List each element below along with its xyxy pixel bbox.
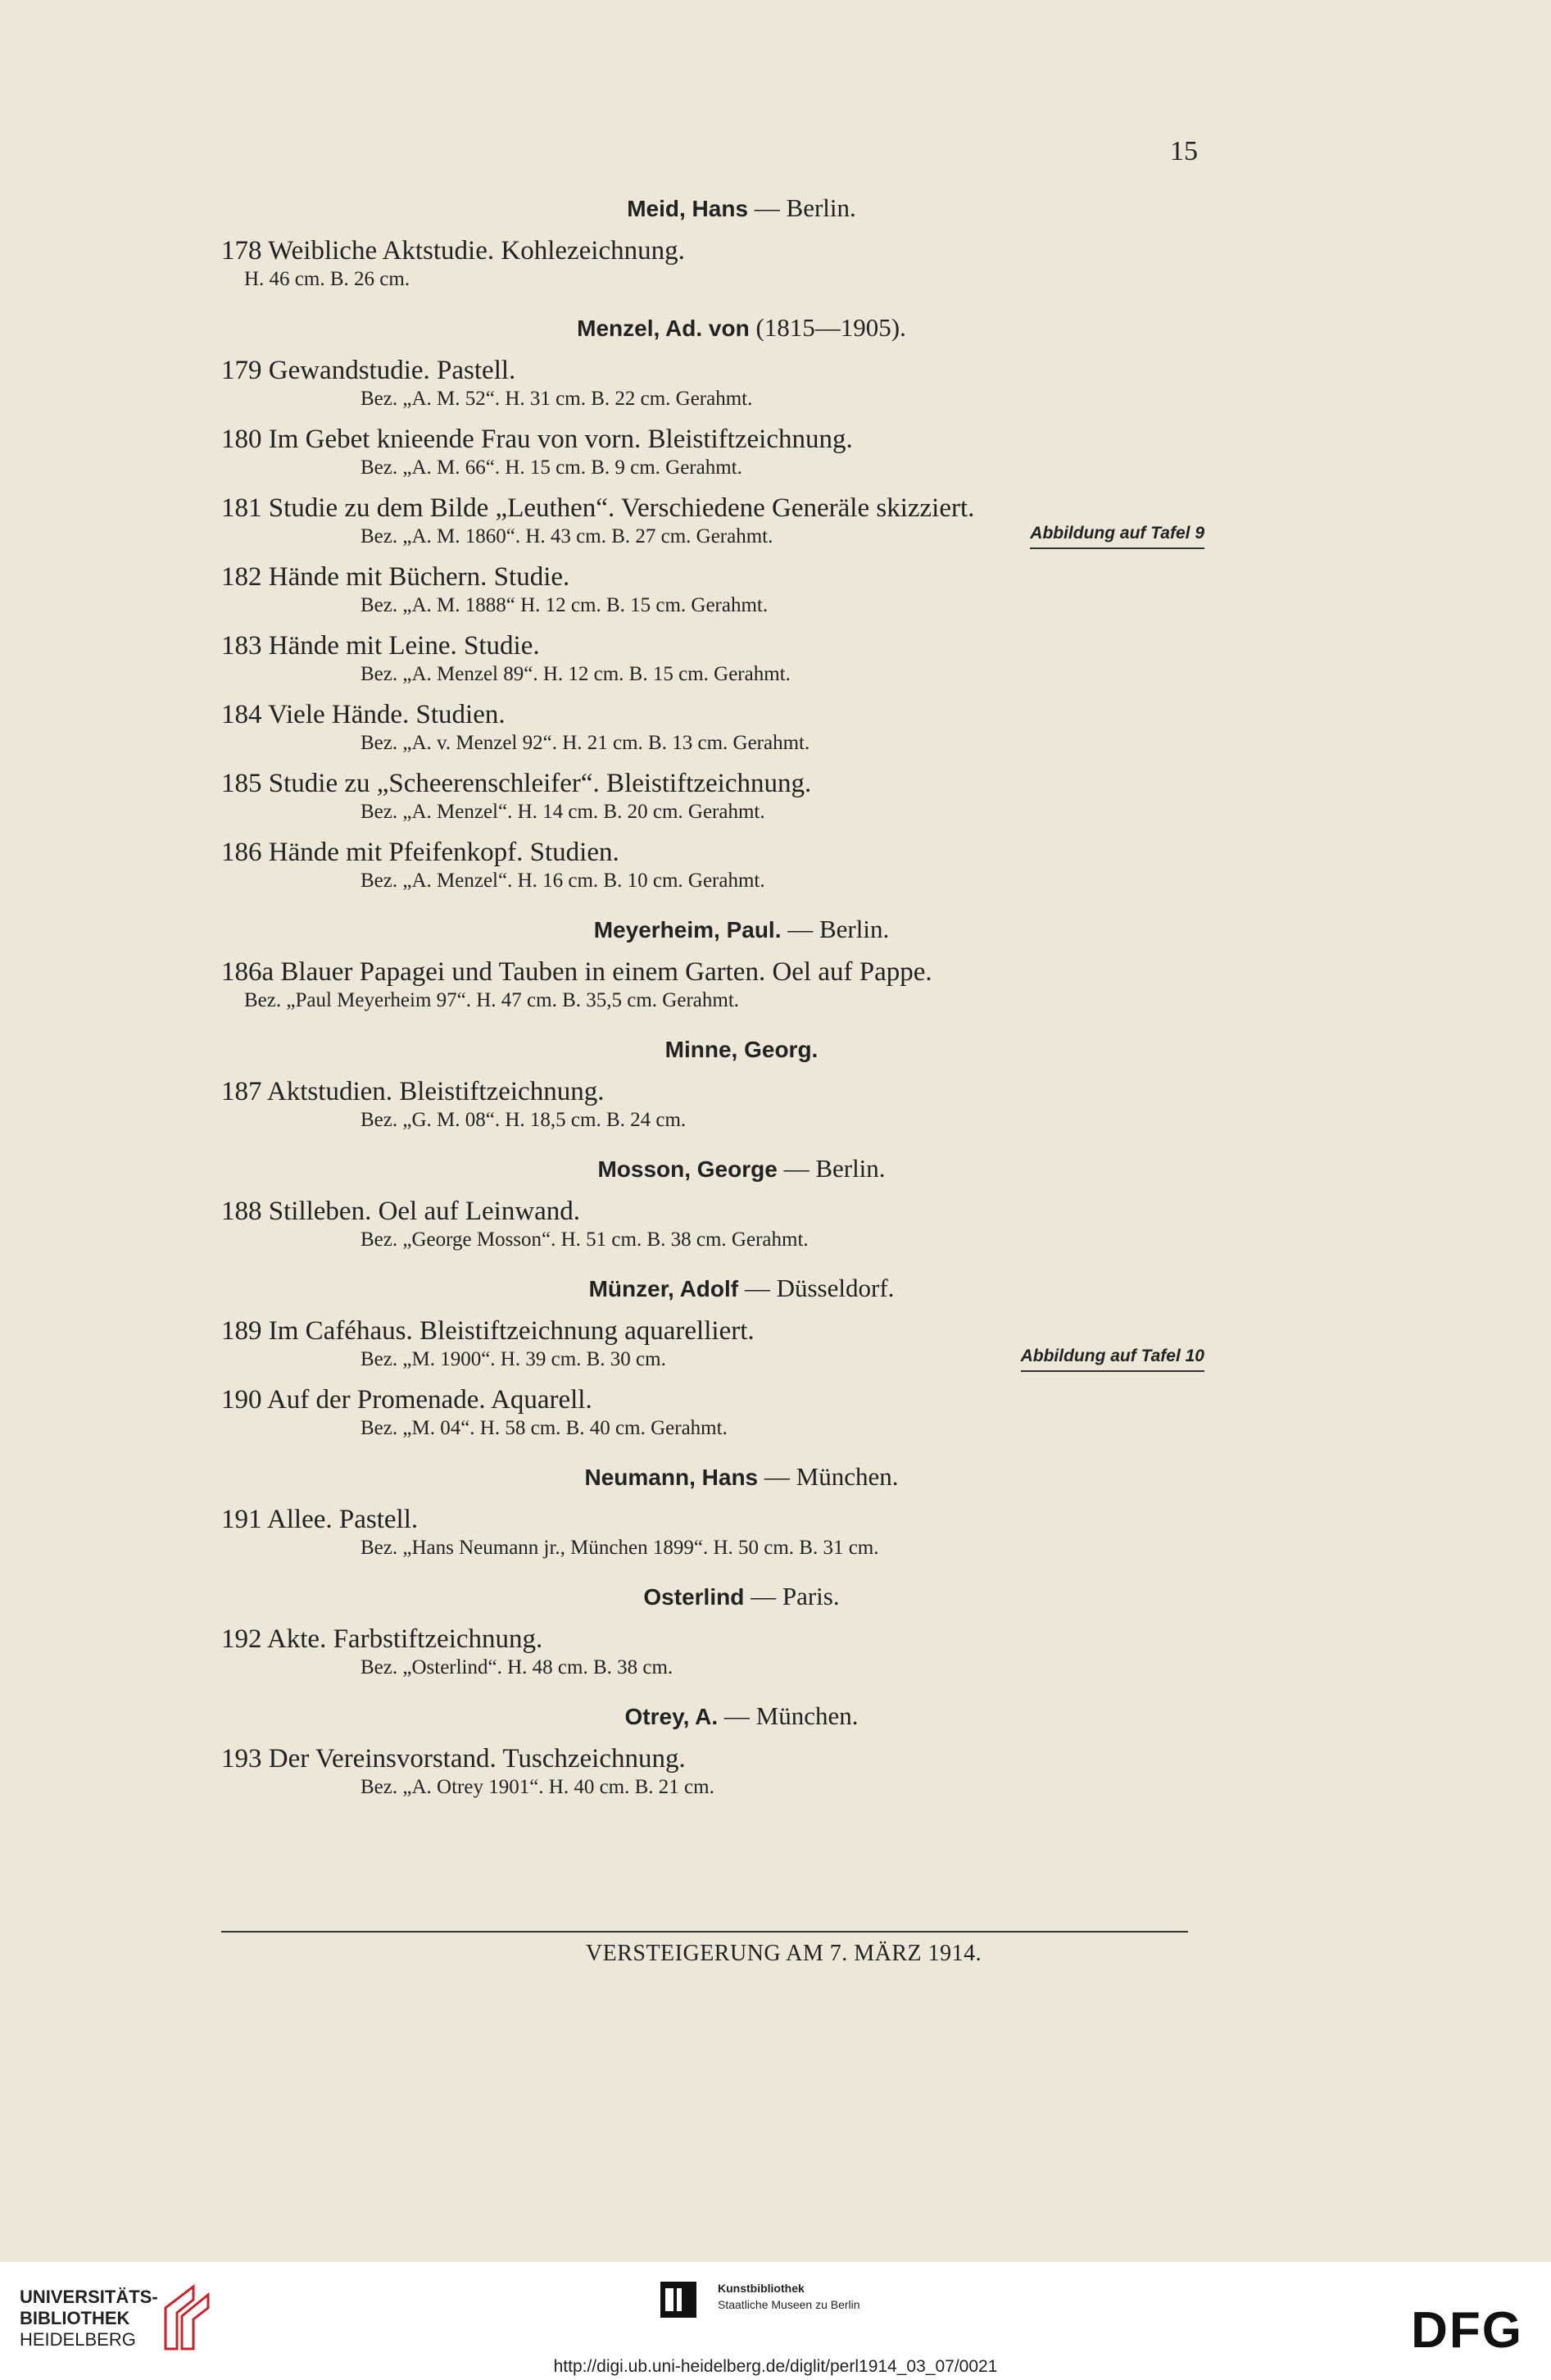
entry-details	[221, 869, 1204, 893]
entry-title: 182 Hände mit Büchern. Studie.	[221, 562, 570, 592]
entry-details-text: Bez. „George Mosson“. H. 51 cm. B. 38 cm. Gerahmt.	[361, 1229, 809, 1251]
ub-heidelberg-logo[interactable]	[20, 2287, 158, 2350]
catalog-entry	[221, 767, 1204, 824]
entry-details-text: Bez. „A. Menzel 89“. H. 12 cm. B. 15 cm. Gerahmt.	[361, 663, 791, 685]
artist-name: Menzel, Ad. von	[577, 316, 750, 341]
artist-place: (1815—1905).	[749, 313, 906, 342]
catalog-entry	[221, 561, 1204, 618]
artist-heading	[279, 915, 1204, 944]
catalog-entry	[221, 956, 1204, 1013]
catalog-entry	[221, 1195, 1204, 1252]
dfg-logo[interactable]: DFG	[1411, 2302, 1523, 2359]
entry-title: 183 Hände mit Leine. Studie.	[221, 631, 540, 661]
entry-details	[221, 387, 1204, 411]
artist-heading	[279, 1274, 1204, 1303]
entry-title: 186 Hände mit Pfeifenkopf. Studien.	[221, 838, 619, 867]
catalog-entry	[221, 354, 1204, 411]
entry-title: 190 Auf der Promenade. Aquarell.	[221, 1385, 592, 1415]
entry-details	[221, 1536, 1204, 1560]
artist-name: Osterlind	[643, 1584, 745, 1610]
artist-place: — Paris.	[744, 1582, 840, 1610]
catalog-entries	[221, 188, 1204, 1800]
entry-details-text: Bez. „Paul Meyerheim 97“. H. 47 cm. B. 35,5 cm. Gerahmt.	[244, 989, 740, 1011]
artist-heading	[279, 193, 1204, 223]
entry-details	[221, 1228, 1204, 1252]
catalog-entry	[221, 423, 1204, 480]
entry-details-text: Bez. „A. Menzel“. H. 16 cm. B. 10 cm. Gerahmt.	[361, 870, 765, 892]
ub-logo-line1: UNIVERSITÄTS-	[20, 2287, 158, 2307]
artist-place: — München.	[718, 1701, 859, 1730]
entry-details	[221, 662, 1204, 687]
entry-details	[221, 1108, 1204, 1133]
plate-reference: Abbildung auf Tafel 10	[1021, 1344, 1204, 1372]
artist-name: Meid, Hans	[627, 196, 749, 221]
entry-title: 178 Weibliche Aktstudie. Kohlezeichnung.	[221, 236, 685, 266]
ub-emblem-icon	[161, 2283, 213, 2352]
catalog-entry	[221, 836, 1204, 893]
permalink-url[interactable]: http://digi.ub.uni-heidelberg.de/diglit/perl1914_03_07/0021	[553, 2357, 998, 2376]
artist-heading	[279, 1582, 1204, 1611]
entry-title: 189 Im Caféhaus. Bleistiftzeichnung aquarelliert.	[221, 1316, 755, 1346]
entry-title: 191 Allee. Pastell.	[221, 1505, 419, 1534]
entry-details	[221, 1656, 1204, 1680]
entry-details-text: Bez. „A. v. Menzel 92“. H. 21 cm. B. 13 cm. Gerahmt.	[361, 732, 810, 754]
catalog-entry	[221, 1623, 1204, 1680]
catalog-entry	[221, 1075, 1204, 1133]
entry-details-text: Bez. „M. 04“. H. 58 cm. B. 40 cm. Gerahmt.	[361, 1417, 728, 1439]
entry-title: 185 Studie zu „Scheerenschleifer“. Bleistiftzeichnung.	[221, 769, 812, 798]
entry-details	[221, 267, 1204, 292]
kunstbibliothek-logo-icon	[660, 2282, 696, 2318]
entry-details	[221, 593, 1204, 618]
catalog-entry	[221, 1315, 1204, 1372]
artist-place: — Berlin.	[777, 1154, 886, 1183]
artist-heading	[279, 313, 1204, 343]
artist-name: Meyerheim, Paul.	[593, 917, 782, 942]
footer-rule	[221, 1931, 1188, 1933]
artist-place: — München.	[758, 1462, 899, 1491]
catalog-entry	[221, 698, 1204, 756]
entry-details-text: Bez. „A. M. 1860“. H. 43 cm. B. 27 cm. Gerahmt.	[361, 525, 773, 547]
entry-details	[221, 988, 1204, 1013]
kunstbibliothek-text[interactable]	[718, 2280, 860, 2313]
entry-details-text: Bez. „A. M. 1888“ H. 12 cm. B. 15 cm. Gerahmt.	[361, 594, 769, 616]
entry-title: 179 Gewandstudie. Pastell.	[221, 356, 516, 385]
artist-heading	[279, 1154, 1204, 1183]
entry-details-text: Bez. „A. M. 52“. H. 31 cm. B. 22 cm. Gerahmt.	[361, 388, 753, 410]
entry-details-text: Bez. „G. M. 08“. H. 18,5 cm. B. 24 cm.	[361, 1109, 687, 1131]
artist-name: Minne, Georg.	[664, 1037, 819, 1062]
artist-name: Otrey, A.	[624, 1704, 719, 1729]
artist-name: Mosson, George	[597, 1156, 778, 1182]
catalog-entry	[221, 629, 1204, 687]
kb-line2: Staatliche Museen zu Berlin	[718, 2298, 860, 2311]
artist-place: — Berlin.	[781, 915, 890, 943]
digitization-footer-bar	[0, 2262, 1551, 2380]
entry-title: 181 Studie zu dem Bilde „Leuthen“. Verschiedene Generäle skizziert.	[221, 493, 975, 523]
plate-reference: Abbildung auf Tafel 9	[1030, 521, 1204, 549]
entry-title: 188 Stilleben. Oel auf Leinwand.	[221, 1197, 581, 1226]
artist-heading	[279, 1034, 1204, 1064]
entry-title: 187 Aktstudien. Bleistiftzeichnung.	[221, 1077, 605, 1106]
entry-details-text: Bez. „M. 1900“. H. 39 cm. B. 30 cm.	[361, 1348, 666, 1370]
entry-details-text: H. 46 cm. B. 26 cm.	[244, 268, 410, 290]
artist-heading	[279, 1701, 1204, 1731]
entry-details	[221, 456, 1204, 480]
entry-title: 193 Der Vereinsvorstand. Tuschzeichnung.	[221, 1744, 686, 1774]
catalog-entry	[221, 1503, 1204, 1560]
artist-heading	[279, 1462, 1204, 1492]
artist-place: — Düsseldorf.	[738, 1274, 895, 1302]
entry-details-text: Bez. „A. Menzel“. H. 14 cm. B. 20 cm. Gerahmt.	[361, 801, 765, 823]
entry-details-text: Bez. „A. Otrey 1901“. H. 40 cm. B. 21 cm.	[361, 1776, 714, 1798]
entry-details	[221, 1775, 1204, 1800]
ub-logo-line3: HEIDELBERG	[20, 2329, 136, 2350]
artist-name: Neumann, Hans	[584, 1465, 759, 1490]
entry-title: 192 Akte. Farbstiftzeichnung.	[221, 1624, 543, 1654]
catalog-entry	[221, 492, 1204, 549]
entry-details	[221, 1347, 1204, 1372]
entry-details-text: Bez. „A. M. 66“. H. 15 cm. B. 9 cm. Gerahmt.	[361, 456, 742, 479]
catalog-entry	[221, 1383, 1204, 1441]
entry-details-text: Bez. „Hans Neumann jr., München 1899“. H. 50 cm. B. 31 cm.	[361, 1537, 879, 1559]
artist-name: Münzer, Adolf	[588, 1276, 739, 1301]
catalog-entry	[221, 234, 1204, 292]
entry-details	[221, 525, 1204, 549]
artist-place: — Berlin.	[748, 193, 856, 222]
entry-title: 180 Im Gebet knieende Frau von vorn. Bleistiftzeichnung.	[221, 425, 853, 454]
entry-title: 184 Viele Hände. Studien.	[221, 700, 506, 729]
ub-logo-line2: BIBLIOTHEK	[20, 2308, 130, 2328]
entry-details	[221, 800, 1204, 824]
catalog-entry	[221, 1742, 1204, 1800]
kb-line1: Kunstbibliothek	[718, 2282, 805, 2295]
entry-title: 186a Blauer Papagei und Tauben in einem Garten. Oel auf Pappe.	[221, 957, 932, 987]
entry-details-text: Bez. „Osterlind“. H. 48 cm. B. 38 cm.	[361, 1656, 673, 1678]
entry-details	[221, 731, 1204, 756]
auction-date-footer: VERSTEIGERUNG AM 7. MÄRZ 1914.	[585, 1941, 982, 1966]
page-number: 15	[1170, 136, 1198, 166]
entry-details	[221, 1416, 1204, 1441]
